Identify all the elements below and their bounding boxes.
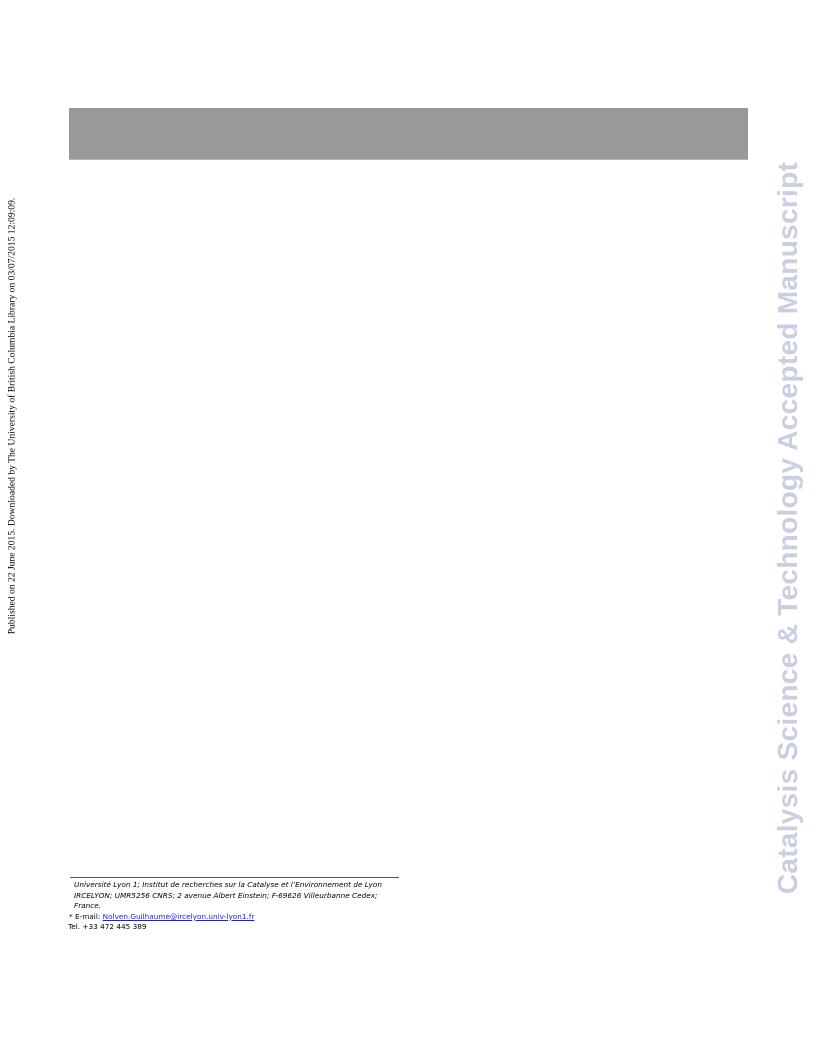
publication-note: Published on 22 June 2015. Downloaded by The University of British Columbia Library on 03/07/2015 12:09:09.: [6, 197, 18, 635]
footnote: [69, 880, 409, 933]
email-line: [69, 912, 409, 923]
footnote-divider: [70, 877, 399, 878]
journal-header-bar: [69, 108, 748, 160]
publication-note-margin: [0, 0, 24, 1056]
accepted-manuscript-watermark: [760, 0, 816, 1056]
email-link[interactable]: Nolven.Guilhaume@ircelyon.univ-lyon1.fr: [102, 911, 255, 921]
email-label: * E-mail:: [69, 911, 103, 921]
author-affiliation: Université Lyon 1; Institut de recherches sur la Catalyse et l’Environnement de Lyon IRCELYON; UMR5256 CNRS; 2 avenue Albert Einstein; F-69626 Villeurbanne Cedex; France.: [74, 880, 382, 911]
telephone: Tel. +33 472 445 389: [68, 922, 147, 932]
watermark-text: Catalysis Science & Technology Accepted Manuscript: [772, 161, 803, 895]
